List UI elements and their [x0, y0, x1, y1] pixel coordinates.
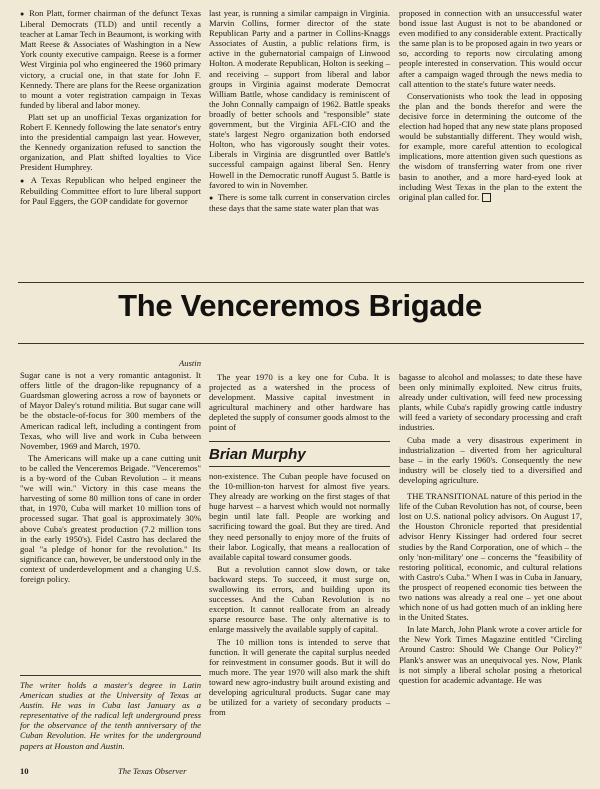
paragraph-text: Conservationists who took the lead in opposing the plan and the bonds therefor and were the decisive force in determining the outcome of the election had hoped that any new state plans proposed would be substantially different. They would wish, for example, more careful attention to ecological implications, more attention given such questions as the wisdom of transferring water from one river basin to another, and a more hard-eyed look at including West Texas in the plan to the extent the original plan called for. [399, 90, 582, 202]
paragraph: Cuba made a very disastrous experiment in industrialization – diverted from her agricultural base – in the early 1960's. Consequently the new industry will be closely tied to a diversified and developing agriculture. [399, 434, 582, 485]
article-column-2-top [209, 372, 390, 435]
paragraph: ● A Texas Republican who helped engineer the Rebuilding Committee effort to lure liberal support for Paul Eggers, the GOP candidate for governor [20, 175, 201, 206]
paragraph: Sugar cane is not a very romantic antagonist. It offers little of the dragon-like repugnancy of a Guardsman glowering across a row of bayonets or of Mayor Daley's rotund militia. But sugar cane will be the obstacle-of-focus for 300 members of the American radical left, including a contingent from Texas, who will live and work in Cuba between November, 1969 and March, 1970. [20, 370, 201, 451]
publication-name: The Texas Observer [118, 766, 187, 776]
title-rule-bottom [18, 343, 584, 344]
byline-rule-top [209, 441, 390, 442]
paragraph: The 10 million tons is intended to serve that function. It will generate the capital surplus needed for reinvestment in consumer goods. But it will do much more. The year 1970 will also mark the shift toward new agro-industry built around existing and developing agricultural products. Sugar cane may be utilized for a variety of secondary products – from [209, 636, 390, 718]
paragraph: The Americans will make up a cane cutting unit to be called the Venceremos Brigade. "Venceremos" is a by-word of the Cuban Revolution – it means "we will win." Victory in this case means the harvesting of some 80 million tons of cane in order that, in 1970, Cuba will market 10 million tons of processed sugar. That goal is approximately 30% above Cuba's greatest production (7.2 million tons in the early 1950's). Fidel Castro has declared the goal "a pledge of honor for the revolution." Its significance can, however, be understood only in the context of underdevelopment and a changing U.S. foreign policy. [20, 452, 201, 584]
paragraph: The year 1970 is a key one for Cuba. It is projected as a watershed in the process of development. Massive capital investment in agricultural machinery and other hardware has depleted the supply of consumer goods almost to the point of [209, 372, 390, 433]
page-number: 10 [20, 766, 29, 776]
paragraph: last year, is running a similar campaign in Virginia. Marvin Collins, former director of the state Republican Party and a partner in Collins-Knaggs Associates of Austin, a public relations firm, is active in the gubernatorial campaign of Linwood Holton. A moderate Republican, Holton is seeking – and receiving – support from liberal and labor groups in Virginia against moderate Democrat William Battle, whose candidacy is reminiscent of the John Connally campaign of 1962. Battle speaks broadly of better schools and "responsible" state government, but the Virginia AFL-CIO and the state's largest Negro organization both endorsed Holton, who has vigorously sought their votes. Liberals in Virginia are disgruntled over Battle's successful campaign against liberal Sen. Henry Howell in the Democratic runoff August 5. Battle is favored to win in November. [209, 8, 390, 190]
title-rule-top [18, 282, 584, 283]
article-column-3 [399, 372, 582, 687]
paragraph: THE TRANSITIONAL nature of this period in the life of the Cuban Revolution has not, of course, been lost on U.S. national policy advisors. On August 17, the Houston Chronicle reported that presidential advisor Henry Kissinger had ordered four secret studies by the Rand Corporation, one of which – the only 'non-military' one – concerns the "feasibility of restoring political, economic, and cultural relations with Castro's Cuba." When I was in Cuba in January, the prospect of reopened economic ties between the two nations was already a real one – yet one about which none of us had gotten much of an inkling here in the United States. [399, 491, 582, 623]
end-mark-icon [482, 193, 491, 202]
paragraph: In late March, John Plank wrote a cover article for the New York Times Magazine entitled "Circling Around Castro: Should We Change Our Policy?" Plank's answer was an unequivocal yes. Now, Plank is not simply a liberal scholar posing a rhetorical question for academic advantage. He was [399, 624, 582, 685]
paragraph [399, 91, 582, 202]
bio-rule [20, 675, 201, 676]
paragraph: ● Ron Platt, former chairman of the defunct Texas Liberal Democrats (TLD) and until recently a teacher at Lamar Tech in Beaumont, is working with Matt Reese & Associates of Washington in a New York county executive campaign. Reese is a former West Virginia pol who engineered the 1960 primary victory, a crucial one, in that state for John F. Kennedy. There are plans for the Reese organization to mount a voter registration campaign in Texas funded by liberal and labor money. [20, 8, 201, 110]
article-title: The Venceremos Brigade [118, 288, 482, 323]
author-bio: The writer holds a master's degree in Latin American studies at the University of Texas at Austin. He was in Cuba last January as a representative of the radical left underground press for the observance of the tenth anniversary of the Cuban Revolution. He writes for the underground papers at Houston and Austin. [20, 680, 201, 751]
byline: Brian Murphy [209, 446, 306, 463]
dateline: Austin [179, 358, 201, 368]
paragraph: ● There is some talk current in conservation circles these days that the same state water plan that was [209, 192, 390, 213]
top-column-3 [399, 8, 582, 204]
byline-rule-bottom [209, 466, 390, 467]
top-column-1 [20, 8, 201, 208]
paragraph: non-existence. The Cuban people have focused on the 10-million-ton harvest for almost five years. They already are working on the first stages of that huge harvest – a harvest which would not normally begin until late fall. People are working and sacrificing toward the goal. But they are tired. And they need personally to enjoy more of the fruits of their labor. Logically, that means a reallocation of available capital toward consumer goods. [209, 471, 390, 562]
paragraph: proposed in connection with an unsuccessful water bond issue last August is not to be abandoned or even modified to any considerable extent. Practically the same plan is to be proposed again in two years or so, according to reports now circulating among people interested in conservation. This would occur after a campaign waged through the news media to call attention to the state's future water needs. [399, 8, 582, 89]
article-column-2 [209, 471, 390, 719]
paragraph: But a revolution cannot slow down, or take backward steps. To succeed, it must surge on, swallowing its errors, and building upon its successes. And the Cuban Revolution is no exception. It cannot reallocate from an already sparse resource base. The only alternative is to enlarge massively the available supply of capital. [209, 563, 390, 635]
paragraph: Platt set up an unofficial Texas organization for Robert F. Kennedy following the late senator's entry into the presidential campaign last year. However, the Kennedy organization refused to sanction the organization, and Platt shifted loyalties to Vice President Humphrey. [20, 111, 201, 173]
article-column-1 [20, 358, 201, 586]
top-column-2 [209, 8, 390, 215]
paragraph: bagasse to alcohol and molasses; to date these have been only minimally exploited. New citrus fruits, already under cultivation, will feed new processing plants, while Cuba's rapidly growing cattle industry will feed a variety of secondary processing and craft industries. [399, 372, 582, 433]
